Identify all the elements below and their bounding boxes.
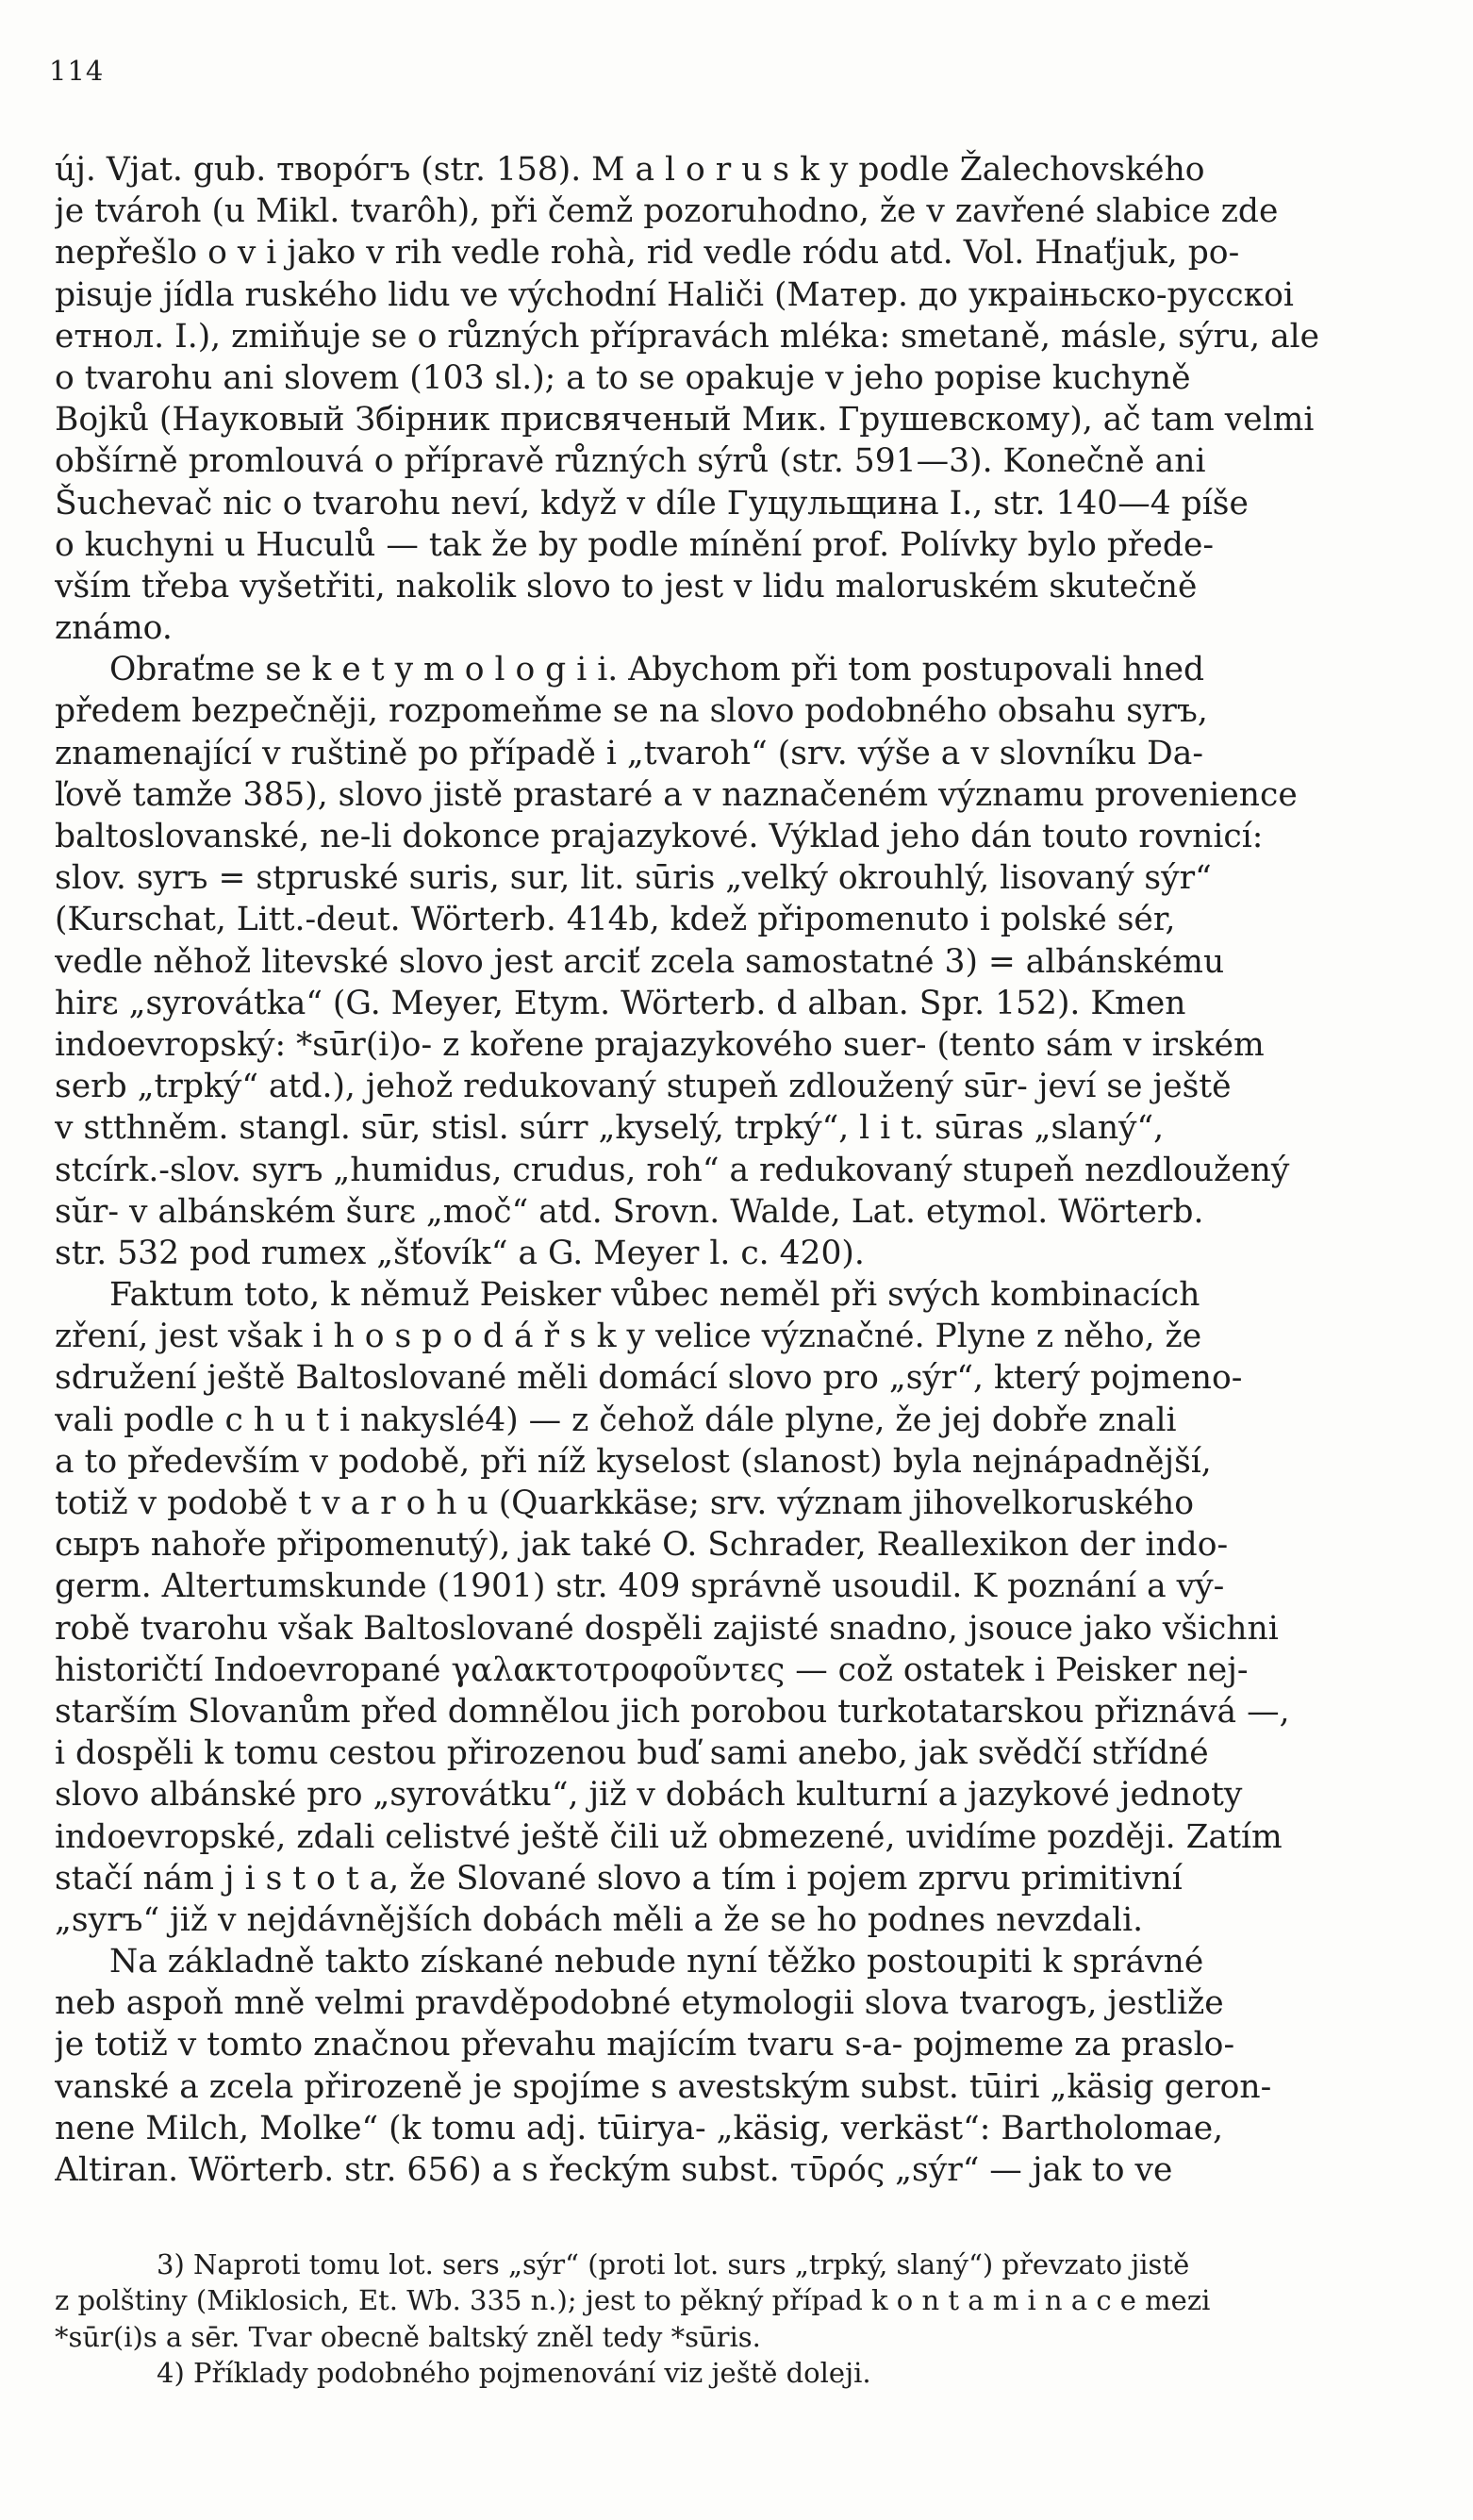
text-line: o tvarohu ani slovem (103 sl.); a to se opakuje v jeho popise kuchyně [55,358,1191,397]
text-line: indoevropský: *sūr(i)o- z kořene prajazykového suer- (tento sám v irském [55,1025,1265,1064]
text-line: slov. syrъ = stpruské suris, sur, lit. sūris „velký okrouhlý, lisovaný sýr“ [55,859,1212,898]
footnote-line: z polštiny (Miklosich, Et. Wb. 335 n.); jest to pěkný případ k o n t a m i n a c e mezi [55,2284,1211,2317]
text-line: sdružení ještě Baltoslované měli domácí slovo pro „sýr“, který pojmeno- [55,1359,1243,1398]
text-line: nepřešlo o v i jako v rih vedle rohà, rid vedle ródu atd. Vol. Hnaťjuk, po- [55,234,1240,273]
text-line: i dospěli k tomu cestou přirozenou buď sami anebo, jak svědčí střídné [55,1734,1209,1773]
text-line: етнол. I.), zmiňuje se o různých přípravách mléka: smetaně, másle, sýru, ale [55,317,1320,356]
text-line: stačí nám j i s t o t a, že Slované slovo a tím i pojem zprvu primitivní [55,1859,1183,1898]
text-line: Na základně takto získané nebude nyní těžko postoupiti k správné [109,1943,1204,1981]
text-line: o kuchyni u Huculů — tak že by podle mínění prof. Polívky bylo přede- [55,525,1215,564]
text-line: předem bezpečněji, rozpomeňme se na slovo podobného obsahu syrъ, [55,692,1208,731]
text-line: ľově tamže 385), slovo jistě prastaré a v naznačeném významu provenience [55,775,1298,814]
text-line: a to především v podobě, při níž kyselost (slanost) byla nejnápadnější, [55,1442,1212,1481]
text-line: je totiž v tomto značnou převahu majícím tvaru s-a- pojmeme za praslo- [55,2026,1235,2064]
text-line: robě tvarohu však Baltoslované dospěli zajisté snadno, jsouce jako všichni [55,1609,1279,1648]
text-line: baltoslovanské, ne-li dokonce prajazykové. Výklad jeho dán touto rovnicí: [55,818,1264,855]
text-line: slovo albánské pro „syrovátku“, již v dobách kulturní a jazykové jednoty [55,1776,1243,1815]
text-line: totiž v podobě t v a r o h u (Quarkkäse; srv. význam jihovelkoruského [55,1484,1195,1522]
text-line: сыръ nahoře připomenutý), jak také O. Schrader, Reallexikon der indo- [55,1526,1229,1565]
body-text [55,149,1417,2191]
text-line: hirε „syrovátka“ (G. Meyer, Etym. Wörterb. d alban. Spr. 152). Kmen [55,984,1186,1022]
text-line: vším třeba vyšetřiti, nakolik slovo to jest v lidu maloruském skutečně [55,567,1198,605]
text-line: indoevropské, zdali celistvé ještě čili už obmezené, uvidíme později. Zatím [55,1817,1283,1856]
text-line: Obraťme se k e t y m o l o g i i. Abychom při tom postupovali hned [109,651,1205,689]
text-line: v stthněm. stangl. sūr, stisl. súrr „kyselý, trpký“, l i t. sūras „slaný“, [55,1109,1165,1148]
text-line: starším Slovanům před domnělou jich porobou turkotatarskou přiznává —, [55,1692,1290,1731]
text-line: je tvároh (u Mikl. tvarôh), při čemž pozoruhodno, že v zavřené slabice zde [55,192,1279,231]
text-line: str. 532 pod rumex „šťovík“ a G. Meyer l. c. 420). [55,1234,865,1272]
text-line: Faktum toto, k němuž Peisker vůbec neměl při svých kombinacích [109,1276,1200,1315]
text-line: (Kurschat, Litt.-deut. Wörterb. 414b, kdež připomenuto i polské sér, [55,901,1176,939]
text-line: známo. [55,609,173,648]
text-line: nene Milch, Molke“ (k tomu adj. tūirya- „käsig, verkäst“: Bartholomae, [55,2109,1224,2147]
text-line: Bojků (Науковый Збiрник присвяченый Мик. Грушевскому), ač tam velmi [55,401,1315,439]
text-line: obšírně promlouvá o přípravě různých sýrů (str. 591—3). Konečně ani [55,442,1206,481]
text-line: stcírk.-slov. syrъ „humidus, crudus, roh“ a redukovaný stupeň nezdloužený [55,1151,1290,1189]
text-line: Šuchevač nic o tvarohu neví, když v díle Гуцульщина I., str. 140—4 píše [55,484,1249,522]
text-line: historičtí Indoevropané γαλακτοτροφοῦντες — což ostatek i Peisker nej- [55,1650,1249,1689]
text-line: znamenající v ruštině po případě i „tvaroh“ (srv. výše a v slovníku Da- [55,734,1204,772]
text-line: vali podle c h u t i nakyslé4) — z čehož dále plyne, že jej dobře znali [55,1401,1177,1439]
text-line: sŭr- v albánském šurε „moč“ atd. Srovn. Walde, Lat. etymol. Wörterb. [55,1192,1204,1231]
text-line: zření, jest však i h o s p o d á ř s k y velice význačné. Plyne z něho, že [55,1318,1202,1356]
text-line: vanské a zcela přirozeně je spojíme s avestským subst. tūiri „käsig geron- [55,2067,1272,2106]
footnotes [55,2246,1417,2391]
page-number: 114 [49,55,105,87]
text-line: neb aspoň mně velmi pravděpodobné etymologii slova tvarogъ, jestliže [55,1984,1224,2023]
footnote-line: 4) Příklady podobného pojmenování viz ještě doleji. [157,2356,871,2389]
text-line: Altiran. Wörterb. str. 656) a s řeckým subst. τῡρός „sýr“ — jak to ve [55,2151,1173,2189]
text-line: új. Vjat. gub. творόгъ (str. 158). M a l o r u s k y podle Žalechovského [55,151,1205,189]
text-line: germ. Altertumskunde (1901) str. 409 správně usoudil. K poznání a vý- [55,1567,1225,1606]
footnote-line: 3) Naproti tomu lot. sers „sýr“ (proti lot. surs „trpký, slaný“) převzato jistě [157,2248,1190,2280]
text-line: vedle něhož litevské slovo jest arciť zcela samostatné 3) = albánskému [55,942,1225,981]
footnote-line: *sūr(i)s a sēr. Tvar obecně baltský zněl tedy *sūris. [55,2320,761,2353]
text-line: „syrъ“ již v nejdávnějších dobách měli a že se ho podnes nevzdali. [55,1900,1144,1939]
text-line: serb „trpký“ atd.), jehož redukovaný stupeň zdloužený sūr- jeví se ještě [55,1068,1232,1106]
text-line: pisuje jídla ruského lidu ve východní Haliči (Матер. до украiньско-русскоi [55,275,1294,314]
